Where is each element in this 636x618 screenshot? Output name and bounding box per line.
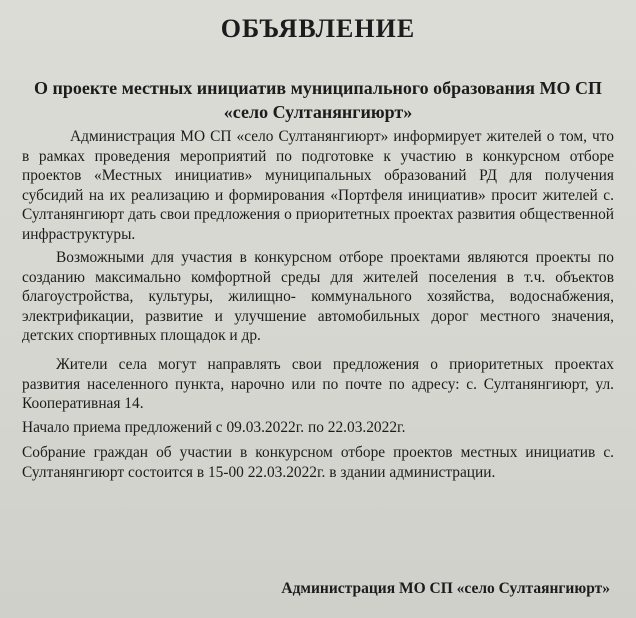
paragraph-meeting-info: Собрание граждан об участии в конкурсном отборе проектов местных инициатив с. Султанянгиюрт состоится в 15-00 22.03.2022г. в здании администрации. bbox=[22, 444, 614, 481]
announcement-subtitle: О проекте местных инициатив муниципального образования МО СП «село Султанянгиюрт» bbox=[34, 78, 602, 122]
paragraph-intro: Администрация МО СП «село Султанянгиюрт» информирует жителей о том, что в рамках проведения мероприятий по подготовке к участию в конкурсном отборе проектов «Местных инициатив» муниципальных образований РД для получения субсидий на их реализацию и формирования «Портфеля инициатив» просит жителей с. Султанянгиюрт дать свои предложения о приоритетных проектах развития общественной инфраструктуры. bbox=[22, 128, 614, 243]
announcement-title: ОБЪЯВЛЕНИЕ bbox=[220, 14, 416, 43]
paragraph-submission-address: Жители села могут направлять свои предложения о приоритетных проектах развития населенного пункта, нарочно или по почте по адресу: с. Султанянгиюрт, ул. Кооперативная 14. bbox=[22, 356, 614, 412]
paragraph-eligible-projects: Возможными для участия в конкурсном отборе проектами являются проекты по созданию максимально комфортной среды для жителей поселения в т.ч. объектов благоустройства, культуры, жилищно- коммунального хозяйства, водоснабжения, электрификации, развитие и улучшение автомобильных дорог местного значения, детских спортивных площадок и др. bbox=[22, 249, 614, 344]
signature: Администрация МО СП «село Султаянгиюрт» bbox=[281, 580, 610, 597]
paragraph-acceptance-dates: Начало приема предложений с 09.03.2022г. по 22.03.2022г. bbox=[22, 419, 406, 436]
